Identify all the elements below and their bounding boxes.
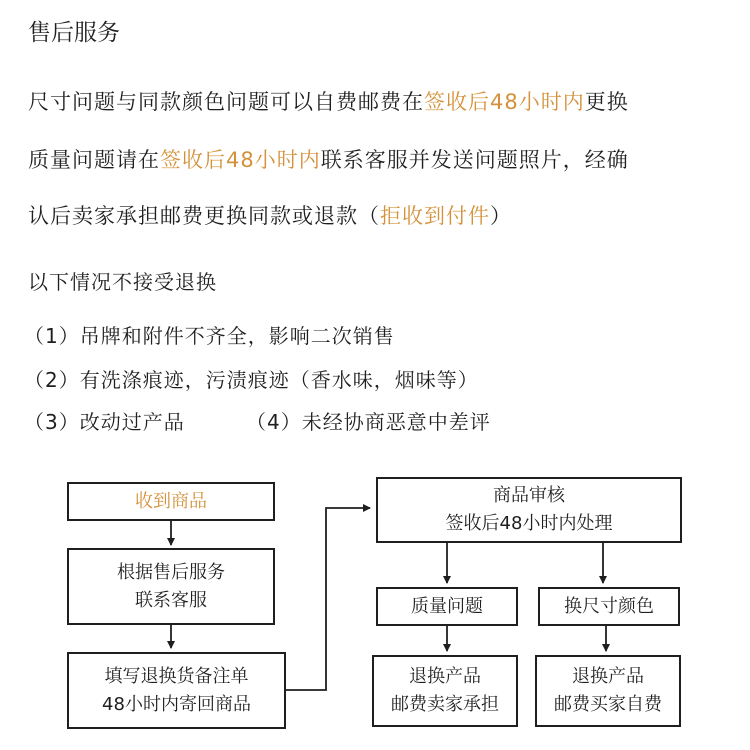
exclusion-item-4: （4）未经协商恶意中差评: [246, 410, 491, 434]
flow-box-label: 收到商品: [135, 490, 207, 512]
policy-text: 尺寸问题与同款颜色问题可以自费邮费在: [28, 90, 424, 114]
flow-box-label: 邮费买家自费: [554, 694, 662, 715]
policy-text: 认后卖家承担邮费更换同款或退款（: [28, 204, 380, 228]
flow-box-contact: [67, 548, 275, 625]
policy-text: ）: [490, 204, 512, 228]
flow-box-receive: [67, 482, 275, 521]
arrow-fill-to-review: [286, 508, 370, 690]
policy-text: 联系客服并发送问题照片，经确: [320, 148, 629, 172]
flow-box-size-color: [538, 587, 680, 626]
exclusion-item-3: （3）改动过产品: [24, 410, 185, 434]
flow-box-label: 退换产品: [572, 666, 644, 688]
flow-box-label: 48小时内寄回商品: [102, 693, 251, 715]
highlight-text: 拒收到付件: [380, 204, 490, 228]
flow-box-label: 商品审核: [493, 485, 565, 507]
flow-box-label: 签收后48小时内处理: [445, 513, 613, 534]
policy-text: 质量问题请在: [28, 148, 160, 172]
highlight-text: 签收后48小时内: [160, 148, 321, 172]
policy-text: 更换: [584, 90, 629, 114]
page-title: 售后服务: [28, 20, 120, 46]
flow-box-seller-pays: [372, 655, 518, 727]
flow-box-fill-form: [67, 652, 286, 729]
flow-box-review: [376, 477, 682, 543]
flow-box-quality: [376, 587, 518, 626]
flow-box-label: 邮费卖家承担: [391, 694, 499, 715]
flow-box-buyer-pays: [535, 655, 681, 727]
flow-box-label: 填写退换货备注单: [104, 665, 249, 687]
exclusions-heading: 以下情况不接受退换: [28, 270, 217, 294]
flow-box-label: 退换产品: [409, 666, 481, 688]
flow-box-label: 换尺寸颜色: [564, 595, 654, 617]
flow-box-label: 根据售后服务: [117, 561, 225, 583]
exclusion-item-1: （1）吊牌和附件不齐全，影响二次销售: [24, 324, 395, 348]
highlight-text: 签收后48小时内: [424, 90, 585, 114]
flow-box-label: 联系客服: [135, 589, 207, 611]
flow-box-label: 质量问题: [411, 595, 483, 617]
exclusion-item-2: （2）有洗涤痕迹，污渍痕迹（香水味，烟味等）: [24, 368, 479, 392]
